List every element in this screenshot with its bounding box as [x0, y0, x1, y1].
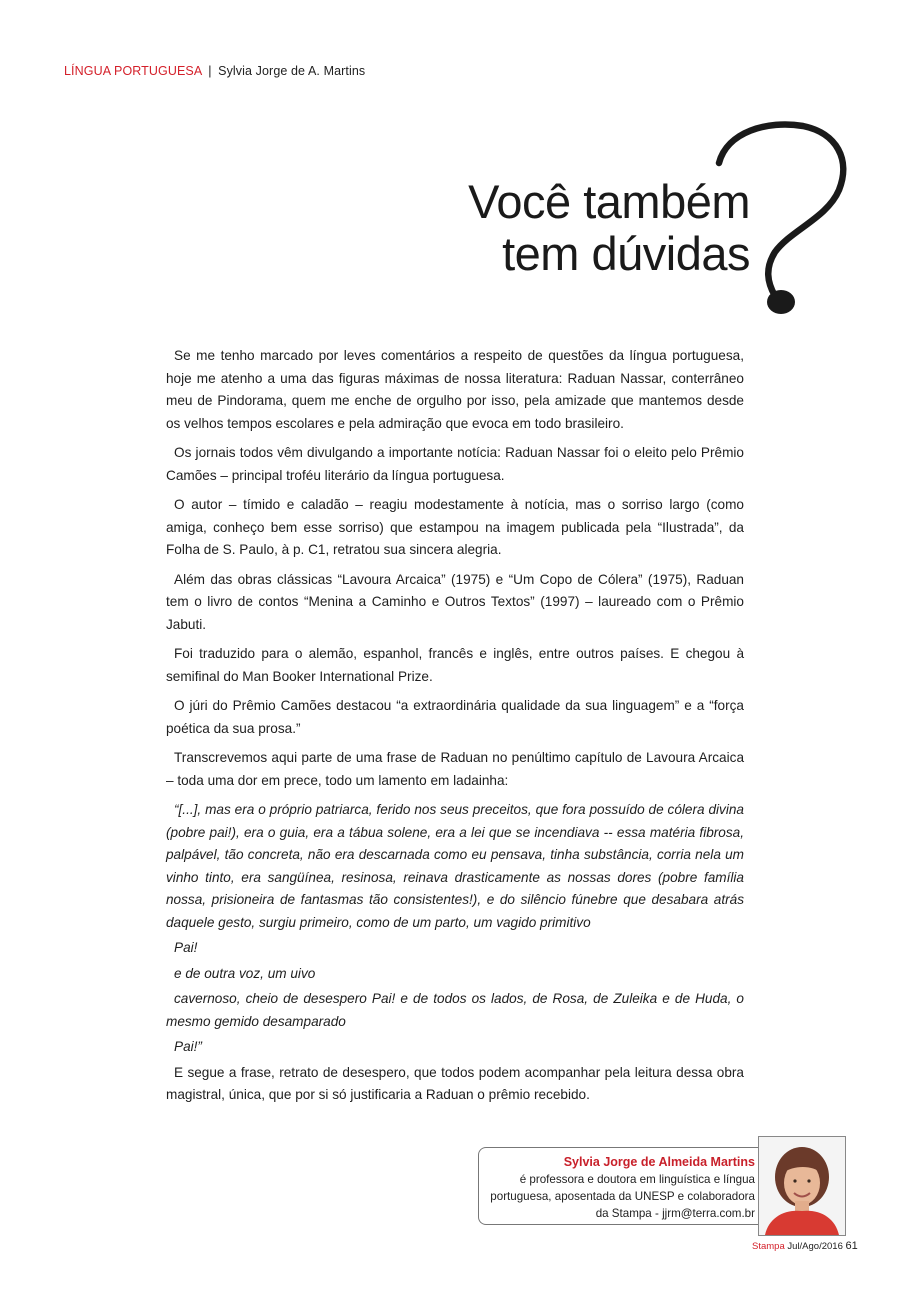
paragraph: Foi traduzido para o alemão, espanhol, francês e inglês, entre outros países. E chegou à semifinal do Man Booker International Prize. — [166, 646, 744, 684]
quote-paragraph: e de outra voz, um uivo — [174, 965, 316, 981]
paragraph: O júri do Prêmio Camões destacou “a extraordinária qualidade da sua linguagem” e a “força poética da sua prosa.” — [166, 698, 744, 736]
page-number: 61 — [845, 1240, 858, 1252]
bio-name: Sylvia Jorge de Almeida Martins — [563, 1155, 755, 1169]
portrait-image — [759, 1137, 845, 1235]
header-separator: | — [208, 64, 212, 78]
paragraph: Os jornais todos vêm divulgando a importante notícia: Raduan Nassar foi o eleito pelo Prêmio Camões – principal troféu literário da língua portuguesa. — [166, 445, 744, 483]
quote-paragraph: Pai! — [174, 940, 198, 955]
bio-line: da Stampa - jjrm@terra.com.br — [595, 1207, 755, 1220]
question-mark-icon — [705, 118, 855, 323]
author-bio — [465, 1154, 755, 1222]
title-line-2: tem dúvidas — [502, 227, 750, 280]
paragraph: Se me tenho marcado por leves comentários a respeito de questões da língua portuguesa, hoje me atenho a uma das figuras máximas de nossa literatura: Raduan Nassar, conterrâneo meu de Pindorama, quem me enche de orgulho por isso, pela amizade que mantemos desde os velhos tempos escolares e pela admiração que evoca em todo brasileiro. — [166, 348, 744, 431]
closing-paragraph: E segue a frase, retrato de desespero, que todos podem acompanhar pela leitura dessa obra magistral, única, que por si só justificaria a Raduan o prêmio recebido. — [166, 1064, 744, 1102]
title-line-1: Você também — [468, 175, 750, 228]
bio-line: é professora e doutora em linguística e língua — [519, 1173, 755, 1186]
quote-paragraph: Pai!” — [174, 1039, 202, 1054]
section-label: LÍNGUA PORTUGUESA — [64, 64, 202, 78]
quote-paragraph: “[...], mas era o próprio patriarca, ferido nos seus preceitos, que fora possuído de cólera divina (pobre pai!), era o guia, era a tábua solene, era a lei que se incendiava -- essa matéria fibrosa, palpável, tão concreta, não era descarnada como eu pensava, tinha substância, corria nela um vinho tinto, era sangüínea, resinosa, reinava drasticamente as nossas dores (pobre família nossa, prisioneira de fantasmas tão consistentes!), e do silêncio fúnebre que desabara atrás daquele gesto, surgiu primeiro, como de um parto, um vagido primitivo — [166, 802, 744, 930]
article-body — [166, 345, 744, 1114]
paragraph: Transcrevemos aqui parte de uma frase de Raduan no penúltimo capítulo de Lavoura Arcaica – toda uma dor em prece, todo um lamento em ladainha: — [166, 750, 744, 788]
paragraph: O autor – tímido e caladão – reagiu modestamente à notícia, mas o sorriso largo (como amiga, conheço bem esse sorriso) que estampou na imagem publicada pela “Ilustrada”, da Folha de S. Paulo, à p. C1, retratou sua sincera alegria. — [166, 497, 744, 557]
quote-paragraph: cavernoso, cheio de desespero Pai! e de todos os lados, de Rosa, de Zuleika e de Huda, o mesmo gemido desamparado — [166, 991, 744, 1029]
magazine-name: Stampa — [752, 1241, 785, 1252]
page-header — [64, 64, 365, 78]
header-author: Sylvia Jorge de A. Martins — [218, 64, 366, 78]
paragraph: Além das obras clássicas “Lavoura Arcaica” (1975) e “Um Copo de Cólera” (1975), Raduan tem o livro de contos “Menina a Caminho e Outros Textos” (1997) – laureado com o Prêmio Jabuti. — [166, 571, 744, 632]
author-photo — [758, 1136, 846, 1236]
page-footer — [752, 1240, 858, 1252]
article-title — [400, 176, 750, 280]
issue-date: Jul/Ago/2016 — [787, 1241, 843, 1252]
bio-line: portuguesa, aposentada da UNESP e colaboradora — [490, 1190, 755, 1203]
